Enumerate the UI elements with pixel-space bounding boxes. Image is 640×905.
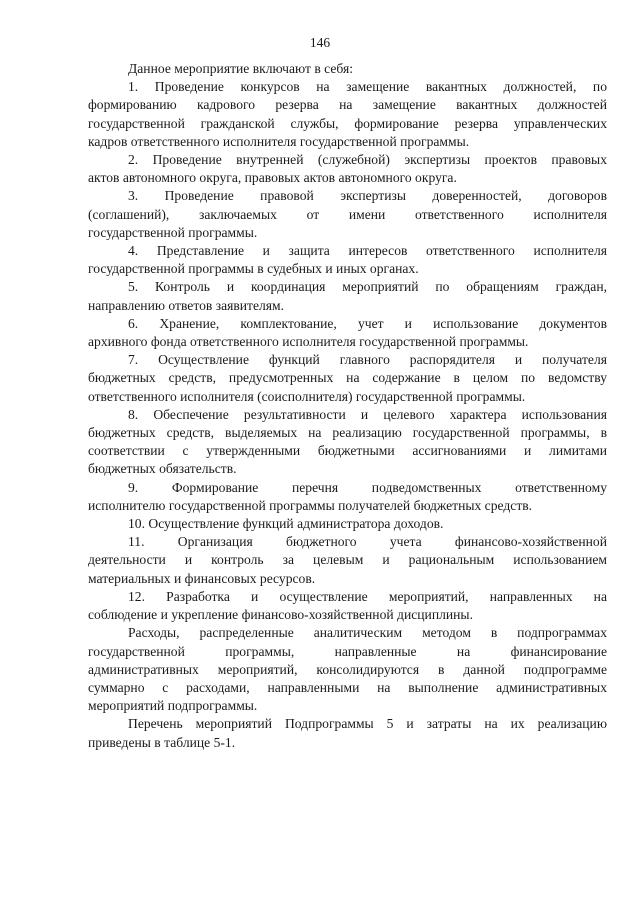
document-body	[88, 60, 607, 752]
text-line: соблюдение и укрепление финансово-хозяйственной дисциплины.	[88, 607, 473, 623]
text-line: 6. Хранение, комплектование, учет и использование документов	[128, 315, 607, 331]
text-line: 3. Проведение правовой экспертизы доверенностей, договоров	[128, 188, 607, 204]
text-line: бюджетных обязательств.	[88, 461, 237, 477]
text-line: суммарно с расходами, направленными на выполнение административных	[88, 679, 607, 695]
paragraph	[88, 278, 607, 314]
paragraph	[88, 187, 607, 242]
paragraph	[88, 479, 607, 515]
paragraph	[88, 624, 607, 715]
paragraph	[88, 315, 607, 351]
text-line: архивного фонда ответственного исполнителя государственной программы.	[88, 334, 529, 350]
paragraph	[88, 151, 607, 187]
text-line: 7. Осуществление функций главного распорядителя и получателя	[128, 352, 607, 368]
text-line: деятельности и контроль за целевым и рациональным использованием	[88, 552, 607, 568]
text-line: 4. Представление и защита интересов ответственного исполнителя	[128, 243, 607, 259]
text-line: мероприятий подпрограммы.	[88, 698, 258, 714]
text-line: Данное мероприятие включают в себя:	[128, 61, 354, 76]
paragraph	[88, 351, 607, 406]
text-line: государственной программы в судебных и иных органах.	[88, 261, 419, 277]
text-line: соответствии с утвержденными бюджетными ассигнованиями и лимитами	[88, 443, 607, 459]
text-line: 5. Контроль и координация мероприятий по обращениям граждан,	[128, 279, 607, 295]
text-line: 1. Проведение конкурсов на замещение вакантных должностей, по	[128, 79, 607, 95]
text-line: 9. Формирование перечня подведомственных ответственному	[128, 479, 607, 495]
paragraph	[88, 78, 607, 151]
text-line: государственной гражданской службы, формирование резерва управленческих	[88, 115, 607, 131]
text-line: исполнителю государственной программы получателей бюджетных средств.	[88, 497, 533, 513]
text-line: государственной программы.	[88, 224, 258, 240]
text-line: Расходы, распределенные аналитическим методом в подпрограммах	[128, 625, 607, 641]
text-line: актов автономного округа, правовых актов автономного округа.	[88, 170, 457, 186]
paragraph	[88, 715, 607, 751]
text-line: материальных и финансовых ресурсов.	[88, 570, 316, 586]
paragraph	[88, 242, 607, 278]
paragraph	[88, 515, 607, 533]
text-line: приведены в таблице 5-1.	[88, 734, 236, 750]
text-line: 11. Организация бюджетного учета финансово-хозяйственной	[128, 534, 607, 550]
text-line: 8. Обеспечение результативности и целевого характера использования	[128, 406, 607, 422]
text-line: административных мероприятий, консолидируются в данной подпрограмме	[88, 661, 607, 677]
text-line: ответственного исполнителя (соисполнителя) государственной программы.	[88, 388, 526, 404]
paragraph	[88, 60, 607, 78]
text-line: 10. Осуществление функций администратора доходов.	[128, 516, 444, 532]
text-line: (соглашений), заключаемых от имени ответственного исполнителя	[88, 206, 607, 222]
text-line: бюджетных средств, выделяемых на реализацию государственной программы, в	[88, 425, 607, 441]
text-line: кадров ответственного исполнителя государственной программы.	[88, 133, 470, 149]
text-line: государственной программы, направленные на финансирование	[88, 643, 607, 659]
text-line: направлению ответов заявителям.	[88, 297, 285, 313]
text-line: бюджетных средств, предусмотренных на содержание в целом по ведомству	[88, 370, 607, 386]
page-number: 146	[309, 35, 331, 50]
text-line: Перечень мероприятий Подпрограммы 5 и затраты на их реализацию	[128, 716, 607, 732]
paragraph	[88, 406, 607, 479]
paragraph	[88, 533, 607, 588]
text-line: 2. Проведение внутренней (служебной) экспертизы проектов правовых	[128, 152, 607, 168]
paragraph	[88, 588, 607, 624]
text-line: 12. Разработка и осуществление мероприятий, направленных на	[128, 588, 607, 604]
text-line: формированию кадрового резерва на замещение вакантных должностей	[88, 97, 607, 113]
